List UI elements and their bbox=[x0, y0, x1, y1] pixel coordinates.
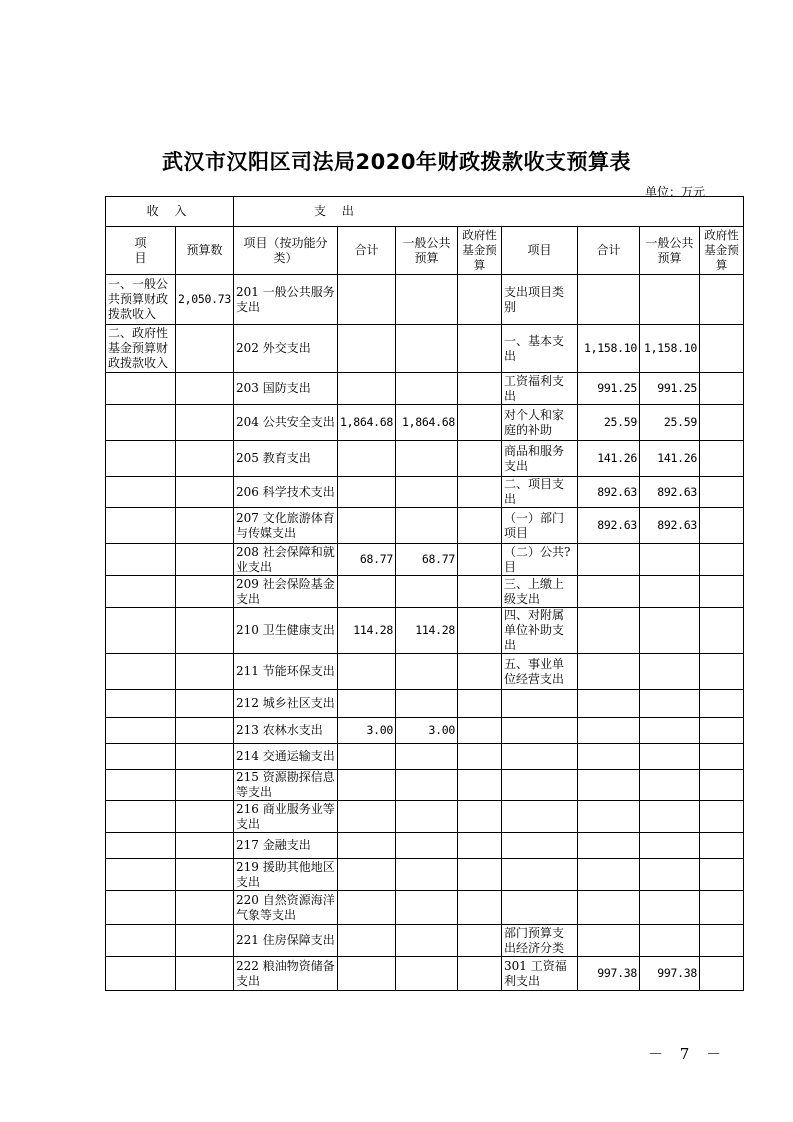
economic-item-cell: 四、对附属单位补助支出 bbox=[502, 608, 578, 654]
income-item-cell bbox=[106, 833, 176, 859]
economic-total-cell: 997.38 bbox=[578, 957, 640, 991]
economic-general-budget-cell: 991.25 bbox=[640, 373, 700, 405]
function-item-cell: 203 国防支出 bbox=[234, 373, 338, 405]
income-item-cell bbox=[106, 925, 176, 957]
function-item-cell: 201 一般公共服务支出 bbox=[234, 275, 338, 325]
function-general-budget-cell bbox=[396, 275, 458, 325]
function-general-budget-cell bbox=[396, 477, 458, 508]
income-amount-cell bbox=[176, 654, 234, 690]
income-amount-cell bbox=[176, 925, 234, 957]
function-gov-fund-cell bbox=[458, 477, 502, 508]
function-item-cell: 221 住房保障支出 bbox=[234, 925, 338, 957]
economic-gov-fund-cell bbox=[700, 275, 744, 325]
economic-total-cell: 25.59 bbox=[578, 405, 640, 441]
function-gov-fund-cell bbox=[458, 718, 502, 744]
economic-item-cell: 部门预算支出经济分类 bbox=[502, 925, 578, 957]
economic-total-cell bbox=[578, 275, 640, 325]
table-row bbox=[106, 325, 744, 373]
unit-label: 单位：万元 bbox=[644, 185, 705, 199]
function-gov-fund-cell bbox=[458, 608, 502, 654]
table-row bbox=[106, 859, 744, 891]
function-item-cell: 202 外交支出 bbox=[234, 325, 338, 373]
expense-header: 支 出 bbox=[234, 197, 744, 227]
function-total-cell: 114.28 bbox=[338, 608, 396, 654]
economic-item-cell: 商品和服务支出 bbox=[502, 441, 578, 477]
economic-total-cell bbox=[578, 770, 640, 801]
table-row bbox=[106, 744, 744, 770]
income-item-cell bbox=[106, 801, 176, 833]
function-gov-fund-cell bbox=[458, 325, 502, 373]
economic-general-budget-cell: 25.59 bbox=[640, 405, 700, 441]
function-gov-fund-cell bbox=[458, 770, 502, 801]
economic-total-cell bbox=[578, 925, 640, 957]
function-general-budget-cell bbox=[396, 508, 458, 544]
economic-gov-fund-cell bbox=[700, 477, 744, 508]
function-gov-fund-cell bbox=[458, 690, 502, 718]
function-gov-fund-cell bbox=[458, 801, 502, 833]
economic-general-budget-cell bbox=[640, 925, 700, 957]
function-general-budget-cell bbox=[396, 654, 458, 690]
economic-general-budget-cell: 1,158.10 bbox=[640, 325, 700, 373]
function-general-budget-cell bbox=[396, 576, 458, 608]
function-item-cell: 222 粮油物资储备支出 bbox=[234, 957, 338, 991]
economic-general-budget-cell: 141.26 bbox=[640, 441, 700, 477]
economic-gov-fund-cell bbox=[700, 690, 744, 718]
economic-gov-fund-cell bbox=[700, 925, 744, 957]
income-item-cell bbox=[106, 859, 176, 891]
economic-total-cell: 141.26 bbox=[578, 441, 640, 477]
function-general-budget-cell bbox=[396, 770, 458, 801]
economic-gov-fund-cell bbox=[700, 544, 744, 576]
function-general-budget-cell bbox=[396, 325, 458, 373]
col-header-item-2: 项目 bbox=[502, 227, 578, 275]
col-header-item: 项 目 bbox=[106, 227, 176, 275]
function-total-cell bbox=[338, 801, 396, 833]
function-item-cell: 210 卫生健康支出 bbox=[234, 608, 338, 654]
economic-total-cell bbox=[578, 608, 640, 654]
economic-total-cell: 892.63 bbox=[578, 477, 640, 508]
income-amount-cell bbox=[176, 770, 234, 801]
function-total-cell bbox=[338, 508, 396, 544]
economic-total-cell bbox=[578, 801, 640, 833]
function-general-budget-cell bbox=[396, 801, 458, 833]
economic-general-budget-cell bbox=[640, 744, 700, 770]
income-header: 收 入 bbox=[106, 197, 234, 227]
function-gov-fund-cell bbox=[458, 957, 502, 991]
function-gov-fund-cell bbox=[458, 833, 502, 859]
economic-gov-fund-cell bbox=[700, 608, 744, 654]
economic-gov-fund-cell bbox=[700, 373, 744, 405]
income-item-cell bbox=[106, 690, 176, 718]
economic-gov-fund-cell bbox=[700, 325, 744, 373]
economic-gov-fund-cell bbox=[700, 654, 744, 690]
economic-item-cell bbox=[502, 859, 578, 891]
function-total-cell bbox=[338, 275, 396, 325]
income-amount-cell bbox=[176, 441, 234, 477]
function-gov-fund-cell bbox=[458, 373, 502, 405]
income-item-cell bbox=[106, 608, 176, 654]
economic-gov-fund-cell bbox=[700, 576, 744, 608]
income-amount-cell bbox=[176, 718, 234, 744]
income-amount-cell bbox=[176, 544, 234, 576]
economic-gov-fund-cell bbox=[700, 859, 744, 891]
economic-item-cell: 五、事业单位经营支出 bbox=[502, 654, 578, 690]
function-general-budget-cell bbox=[396, 859, 458, 891]
income-amount-cell bbox=[176, 859, 234, 891]
income-item-cell: 二、政府性基金预算财政拨款收入 bbox=[106, 325, 176, 373]
col-header-total-2: 合计 bbox=[578, 227, 640, 275]
table-row bbox=[106, 891, 744, 925]
budget-table bbox=[105, 196, 744, 991]
table-row bbox=[106, 690, 744, 718]
economic-item-cell bbox=[502, 891, 578, 925]
economic-item-cell bbox=[502, 770, 578, 801]
col-header-general-budget-2: 一般公共预算 bbox=[640, 227, 700, 275]
function-general-budget-cell: 68.77 bbox=[396, 544, 458, 576]
function-gov-fund-cell bbox=[458, 544, 502, 576]
economic-general-budget-cell: 997.38 bbox=[640, 957, 700, 991]
function-general-budget-cell: 1,864.68 bbox=[396, 405, 458, 441]
function-item-cell: 211 节能环保支出 bbox=[234, 654, 338, 690]
economic-general-budget-cell: 892.63 bbox=[640, 477, 700, 508]
header-row-1 bbox=[106, 197, 744, 227]
function-general-budget-cell bbox=[396, 690, 458, 718]
income-item-cell bbox=[106, 405, 176, 441]
economic-total-cell: 991.25 bbox=[578, 373, 640, 405]
function-general-budget-cell bbox=[396, 744, 458, 770]
col-header-item-by-function: 项目（按功能分类） bbox=[234, 227, 338, 275]
col-header-gov-fund-2: 政府性基金预算 bbox=[700, 227, 744, 275]
income-amount-cell bbox=[176, 405, 234, 441]
economic-item-cell: 对个人和家庭的补助 bbox=[502, 405, 578, 441]
function-item-cell: 219 援助其他地区支出 bbox=[234, 859, 338, 891]
economic-general-budget-cell bbox=[640, 275, 700, 325]
income-amount-cell bbox=[176, 833, 234, 859]
function-total-cell: 68.77 bbox=[338, 544, 396, 576]
income-amount-cell bbox=[176, 325, 234, 373]
economic-total-cell bbox=[578, 544, 640, 576]
function-total-cell bbox=[338, 957, 396, 991]
page-title: 武汉市汉阳区司法局2020年财政拨款收支预算表 bbox=[162, 150, 631, 174]
function-general-budget-cell bbox=[396, 441, 458, 477]
economic-gov-fund-cell bbox=[700, 441, 744, 477]
function-item-cell: 215 资源勘探信息等支出 bbox=[234, 770, 338, 801]
function-total-cell bbox=[338, 576, 396, 608]
economic-item-cell: 一、基本支出 bbox=[502, 325, 578, 373]
table-row bbox=[106, 508, 744, 544]
income-amount-cell bbox=[176, 576, 234, 608]
function-item-cell: 212 城乡社区支出 bbox=[234, 690, 338, 718]
table-row bbox=[106, 576, 744, 608]
economic-total-cell bbox=[578, 891, 640, 925]
col-header-gov-fund: 政府性基金预算 bbox=[458, 227, 502, 275]
economic-general-budget-cell bbox=[640, 801, 700, 833]
economic-gov-fund-cell bbox=[700, 957, 744, 991]
economic-item-cell: 二、项目支出 bbox=[502, 477, 578, 508]
function-item-cell: 216 商业服务业等支出 bbox=[234, 801, 338, 833]
economic-total-cell bbox=[578, 833, 640, 859]
economic-total-cell bbox=[578, 690, 640, 718]
function-gov-fund-cell bbox=[458, 654, 502, 690]
economic-total-cell bbox=[578, 718, 640, 744]
table-row bbox=[106, 770, 744, 801]
economic-general-budget-cell bbox=[640, 576, 700, 608]
income-amount-cell bbox=[176, 508, 234, 544]
income-amount-cell bbox=[176, 608, 234, 654]
income-item-cell bbox=[106, 770, 176, 801]
economic-total-cell bbox=[578, 859, 640, 891]
economic-item-cell: （二）公共?目 bbox=[502, 544, 578, 576]
income-amount-cell bbox=[176, 744, 234, 770]
table-row bbox=[106, 925, 744, 957]
economic-total-cell: 1,158.10 bbox=[578, 325, 640, 373]
function-total-cell bbox=[338, 744, 396, 770]
function-total-cell bbox=[338, 891, 396, 925]
function-total-cell bbox=[338, 770, 396, 801]
function-general-budget-cell bbox=[396, 373, 458, 405]
table-row bbox=[106, 544, 744, 576]
economic-general-budget-cell bbox=[640, 690, 700, 718]
function-total-cell bbox=[338, 690, 396, 718]
income-amount-cell bbox=[176, 477, 234, 508]
income-amount-cell bbox=[176, 373, 234, 405]
economic-total-cell bbox=[578, 576, 640, 608]
table-row bbox=[106, 801, 744, 833]
income-amount-cell bbox=[176, 801, 234, 833]
function-item-cell: 205 教育支出 bbox=[234, 441, 338, 477]
function-total-cell bbox=[338, 373, 396, 405]
function-general-budget-cell bbox=[396, 925, 458, 957]
function-general-budget-cell: 114.28 bbox=[396, 608, 458, 654]
economic-general-budget-cell bbox=[640, 770, 700, 801]
function-total-cell: 1,864.68 bbox=[338, 405, 396, 441]
economic-general-budget-cell bbox=[640, 544, 700, 576]
economic-item-cell: 三、上缴上级支出 bbox=[502, 576, 578, 608]
economic-item-cell bbox=[502, 718, 578, 744]
function-total-cell: 3.00 bbox=[338, 718, 396, 744]
income-item-cell bbox=[106, 891, 176, 925]
income-item-cell bbox=[106, 654, 176, 690]
economic-total-cell: 892.63 bbox=[578, 508, 640, 544]
economic-general-budget-cell bbox=[640, 833, 700, 859]
table-row bbox=[106, 405, 744, 441]
income-amount-cell bbox=[176, 690, 234, 718]
economic-gov-fund-cell bbox=[700, 770, 744, 801]
economic-item-cell bbox=[502, 744, 578, 770]
function-gov-fund-cell bbox=[458, 925, 502, 957]
table-row bbox=[106, 957, 744, 991]
income-item-cell: 一、一般公共预算财政拨款收入 bbox=[106, 275, 176, 325]
function-gov-fund-cell bbox=[458, 441, 502, 477]
economic-item-cell: （一）部门项目 bbox=[502, 508, 578, 544]
function-item-cell: 214 交通运输支出 bbox=[234, 744, 338, 770]
economic-item-cell bbox=[502, 690, 578, 718]
function-item-cell: 208 社会保障和就业支出 bbox=[234, 544, 338, 576]
function-total-cell bbox=[338, 325, 396, 373]
table-row bbox=[106, 275, 744, 325]
economic-gov-fund-cell bbox=[700, 405, 744, 441]
function-item-cell: 213 农林水支出 bbox=[234, 718, 338, 744]
function-total-cell bbox=[338, 477, 396, 508]
table-row bbox=[106, 441, 744, 477]
economic-general-budget-cell bbox=[640, 608, 700, 654]
income-amount-cell bbox=[176, 957, 234, 991]
col-header-budget-amount: 预算数 bbox=[176, 227, 234, 275]
function-item-cell: 204 公共安全支出 bbox=[234, 405, 338, 441]
function-general-budget-cell bbox=[396, 891, 458, 925]
economic-general-budget-cell bbox=[640, 891, 700, 925]
economic-general-budget-cell bbox=[640, 654, 700, 690]
income-item-cell bbox=[106, 957, 176, 991]
function-gov-fund-cell bbox=[458, 859, 502, 891]
economic-gov-fund-cell bbox=[700, 718, 744, 744]
function-gov-fund-cell bbox=[458, 891, 502, 925]
economic-gov-fund-cell bbox=[700, 891, 744, 925]
function-general-budget-cell: 3.00 bbox=[396, 718, 458, 744]
income-item-cell bbox=[106, 477, 176, 508]
economic-general-budget-cell bbox=[640, 718, 700, 744]
function-item-cell: 207 文化旅游体育与传媒支出 bbox=[234, 508, 338, 544]
table-row bbox=[106, 654, 744, 690]
economic-gov-fund-cell bbox=[700, 801, 744, 833]
income-amount-cell bbox=[176, 891, 234, 925]
income-item-cell bbox=[106, 718, 176, 744]
function-general-budget-cell bbox=[396, 957, 458, 991]
page-number: － 7 － bbox=[648, 1045, 728, 1063]
function-item-cell: 220 自然资源海洋气象等支出 bbox=[234, 891, 338, 925]
income-item-cell bbox=[106, 744, 176, 770]
economic-total-cell bbox=[578, 744, 640, 770]
economic-gov-fund-cell bbox=[700, 744, 744, 770]
economic-gov-fund-cell bbox=[700, 508, 744, 544]
economic-item-cell: 301 工资福利支出 bbox=[502, 957, 578, 991]
function-item-cell: 209 社会保险基金支出 bbox=[234, 576, 338, 608]
function-gov-fund-cell bbox=[458, 508, 502, 544]
header-row-2 bbox=[106, 227, 744, 275]
function-total-cell bbox=[338, 859, 396, 891]
income-item-cell bbox=[106, 441, 176, 477]
function-gov-fund-cell bbox=[458, 275, 502, 325]
economic-total-cell bbox=[578, 654, 640, 690]
col-header-general-budget: 一般公共预算 bbox=[396, 227, 458, 275]
table-row bbox=[106, 608, 744, 654]
function-gov-fund-cell bbox=[458, 744, 502, 770]
table-row bbox=[106, 718, 744, 744]
table-row bbox=[106, 373, 744, 405]
function-item-cell: 206 科学技术支出 bbox=[234, 477, 338, 508]
table-row bbox=[106, 833, 744, 859]
income-item-cell bbox=[106, 508, 176, 544]
function-gov-fund-cell bbox=[458, 576, 502, 608]
function-total-cell bbox=[338, 833, 396, 859]
function-total-cell bbox=[338, 925, 396, 957]
economic-item-cell bbox=[502, 801, 578, 833]
economic-general-budget-cell: 892.63 bbox=[640, 508, 700, 544]
function-general-budget-cell bbox=[396, 833, 458, 859]
economic-item-cell: 支出项目类别 bbox=[502, 275, 578, 325]
income-amount-cell: 2,050.73 bbox=[176, 275, 234, 325]
col-header-total: 合计 bbox=[338, 227, 396, 275]
function-item-cell: 217 金融支出 bbox=[234, 833, 338, 859]
economic-general-budget-cell bbox=[640, 859, 700, 891]
table-row bbox=[106, 477, 744, 508]
income-item-cell bbox=[106, 576, 176, 608]
economic-item-cell: 工资福利支出 bbox=[502, 373, 578, 405]
economic-gov-fund-cell bbox=[700, 833, 744, 859]
economic-item-cell bbox=[502, 833, 578, 859]
function-total-cell bbox=[338, 441, 396, 477]
function-total-cell bbox=[338, 654, 396, 690]
function-gov-fund-cell bbox=[458, 405, 502, 441]
income-item-cell bbox=[106, 373, 176, 405]
income-item-cell bbox=[106, 544, 176, 576]
